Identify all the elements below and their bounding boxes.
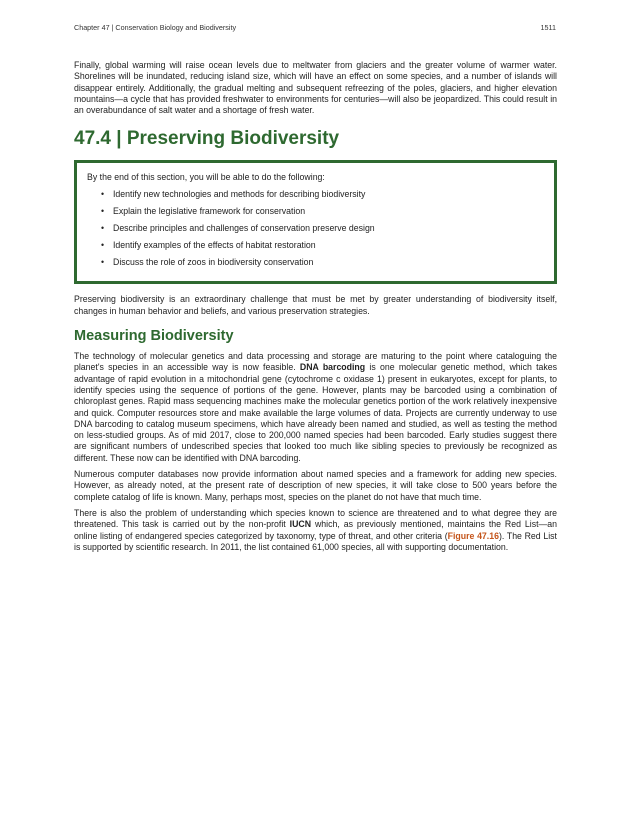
text-run: ). The Red List is supported by scientific research. In 2011, the list contained 61,000 species, all with supporting documentation. [74, 530, 557, 552]
key-term-iucn: IUCN [289, 519, 312, 530]
text-run: The technology of molecular genetics and data processing and storage are maturing to the point where cataloguing the planet's species in an accessible way is now feasible. [74, 351, 557, 373]
objectives-list [87, 189, 544, 267]
paragraph-preserving-intro: Preserving biodiversity is an extraordinary challenge that must be met by greater understanding of biodiversity itself, changes in human behavior and beliefs, and various preservation strategies. [74, 294, 557, 316]
objective-item: • Describe principles and challenges of conservation preserve design [101, 223, 544, 234]
learning-objectives-box [74, 160, 557, 284]
section-title: 47.4 | Preserving Biodiversity [74, 128, 340, 150]
objectives-intro: By the end of this section, you will be able to do the following: [87, 172, 325, 183]
text-run: which, as previously mentioned, maintains the Red List—an online listing of endangered species categorized by taxonomy, type of threat, and other criteria ( [74, 519, 557, 541]
objective-item: • Identify examples of the effects of habitat restoration [101, 240, 544, 251]
key-term-dna-barcoding: DNA barcoding [299, 362, 366, 373]
paragraph-databases: Numerous computer databases now provide information about named species and a framework for adding new species. However, as already noted, at the present rate of description of new species, it will take close to 500 years before the complete catalog of life is known. Many, perhaps most, species on the planet do not have that much time. [74, 469, 557, 502]
figure-link[interactable]: Figure 47.16 [447, 530, 499, 541]
objective-item: • Discuss the role of zoos in biodiversity conservation [101, 257, 544, 268]
page-body [74, 60, 557, 553]
subsection-title: Measuring Biodiversity [74, 328, 234, 345]
running-head: Chapter 47 | Conservation Biology and Biodiversity [74, 23, 237, 32]
objective-item: • Identify new technologies and methods for describing biodiversity [101, 189, 544, 200]
page-number: 1511 [540, 23, 556, 32]
text-run: is one molecular genetic method, which takes advantage of rapid evolution in a mitochondrial gene (cytochrome c oxidase 1) present in eukaryotes, except for plants, to identify species using the sequence of portions of the gene. However, plants may be barcoded using a combination of chloroplast genes. Rapid mass sequencing machines make the molecular genetics portion of the work relatively inexpensive and quick. Computer resources store and make available the large volumes of data. Projects are currently underway to use DNA barcoding to catalog museum specimens, which have already been named and studied, as well as testing the method on less-studied groups. As of mid 2017, close to 200,000 named species had been barcoded. Early studies suggest there are significant numbers of undescribed species that looked too much like sibling species to previously be recognized as different. These now can be identified with DNA barcoding. [74, 362, 557, 463]
objective-item: • Explain the legislative framework for conservation [101, 206, 544, 217]
text-run: There is also the problem of understanding which species known to science are threatened and to what degree they are threatened. This task is carried out by the non-profit [74, 507, 557, 530]
page-header [74, 23, 556, 32]
paragraph-red-list [74, 508, 557, 553]
paragraph-dna-barcoding [74, 351, 557, 464]
paragraph-global-warming: Finally, global warming will raise ocean levels due to meltwater from glaciers and the greater volume of warmer water. Shorelines will be inundated, reducing island size, which will have an effect on some species, and a number of islands will disappear entirely. Additionally, the gradual melting and subsequent refreezing of the poles, glaciers, and higher elevation mountains—a cycle that has provided freshwater to environments for centuries—will also be jeopardized. This could result in an overabundance of salt water and a shortage of fresh water. [74, 60, 557, 116]
